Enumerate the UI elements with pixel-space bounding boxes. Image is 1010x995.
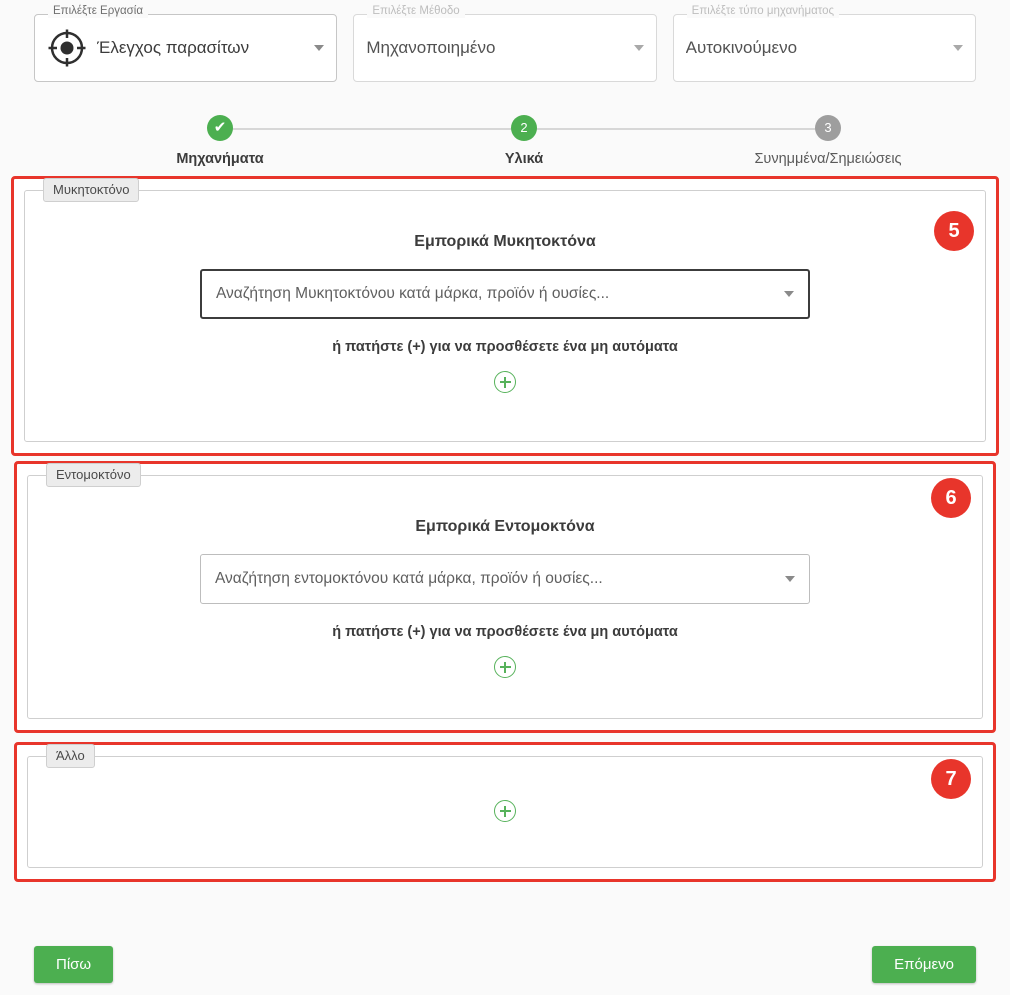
step-1-label: Μηχανήματα bbox=[176, 151, 264, 167]
stepper bbox=[35, 106, 975, 172]
insecticide-title: Εμπορικά Εντομοκτόνα bbox=[415, 518, 595, 535]
wizard-footer bbox=[0, 945, 1010, 983]
task-select-value: Έλεγχος παρασίτων bbox=[97, 38, 250, 57]
step-2-label: Υλικά bbox=[504, 151, 544, 167]
annotation-badge-6: 6 bbox=[931, 478, 971, 518]
step-attachments[interactable] bbox=[728, 106, 928, 167]
fungicide-panel-highlight bbox=[11, 176, 999, 456]
method-select[interactable] bbox=[353, 5, 656, 82]
step-3-marker: 3 bbox=[815, 115, 841, 141]
chevron-down-icon bbox=[634, 45, 644, 51]
chevron-down-icon bbox=[784, 291, 794, 297]
chevron-down-icon bbox=[785, 576, 795, 582]
machine-type-select-legend: Επιλέξτε τύπο μηχανήματος bbox=[687, 6, 839, 18]
task-select-legend: Επιλέξτε Εργασία bbox=[48, 6, 148, 18]
fungicide-search-placeholder: Αναζήτηση Μυκητοκτόνου κατά μάρκα, προϊόν ή ουσίες... bbox=[216, 285, 610, 302]
add-fungicide-button[interactable] bbox=[494, 371, 516, 393]
insecticide-search-input[interactable] bbox=[200, 554, 810, 604]
fungicide-legend: Μυκητοκτόνο bbox=[43, 178, 139, 202]
insecticide-hint: ή πατήστε (+) για να προσθέσετε ένα μη αυτόματα bbox=[332, 624, 678, 640]
add-other-button[interactable] bbox=[494, 800, 516, 822]
method-select-value: Μηχανοποιημένο bbox=[366, 38, 496, 57]
step-2-marker: 2 bbox=[511, 115, 537, 141]
insecticide-search-placeholder: Αναζήτηση εντομοκτόνου κατά μάρκα, προϊόν ή ουσίες... bbox=[215, 570, 603, 587]
next-button[interactable]: Επόμενο bbox=[872, 946, 976, 983]
back-button[interactable]: Πίσω bbox=[34, 946, 113, 983]
step-1-marker bbox=[207, 115, 233, 141]
step-materials[interactable] bbox=[424, 106, 624, 167]
chevron-down-icon bbox=[314, 45, 324, 51]
insecticide-fieldset bbox=[27, 467, 983, 719]
task-select[interactable] bbox=[34, 5, 337, 82]
check-icon: ✔ bbox=[213, 119, 227, 136]
other-legend: Άλλο bbox=[46, 744, 95, 768]
step-3-label: Συνημμένα/Σημειώσεις bbox=[754, 151, 902, 167]
target-icon bbox=[47, 28, 87, 68]
annotation-badge-5: 5 bbox=[934, 211, 974, 251]
other-panel-highlight bbox=[14, 742, 996, 882]
fungicide-fieldset bbox=[24, 182, 986, 442]
insecticide-panel-highlight bbox=[14, 461, 996, 733]
fungicide-search-input[interactable] bbox=[200, 269, 810, 319]
insecticide-legend: Εντομοκτόνο bbox=[46, 463, 141, 487]
machine-type-select[interactable] bbox=[673, 5, 976, 82]
annotation-badge-7: 7 bbox=[931, 759, 971, 799]
other-fieldset bbox=[27, 748, 983, 868]
fungicide-title: Εμπορικά Μυκητοκτόνα bbox=[414, 233, 596, 250]
machine-type-select-value: Αυτοκινούμενο bbox=[685, 38, 798, 57]
fungicide-hint: ή πατήστε (+) για να προσθέσετε ένα μη αυτόματα bbox=[332, 339, 678, 355]
add-insecticide-button[interactable] bbox=[494, 656, 516, 678]
chevron-down-icon bbox=[953, 45, 963, 51]
selection-row bbox=[0, 0, 1010, 82]
step-machinery[interactable] bbox=[120, 106, 320, 167]
method-select-legend: Επιλέξτε Μέθοδο bbox=[367, 6, 464, 18]
